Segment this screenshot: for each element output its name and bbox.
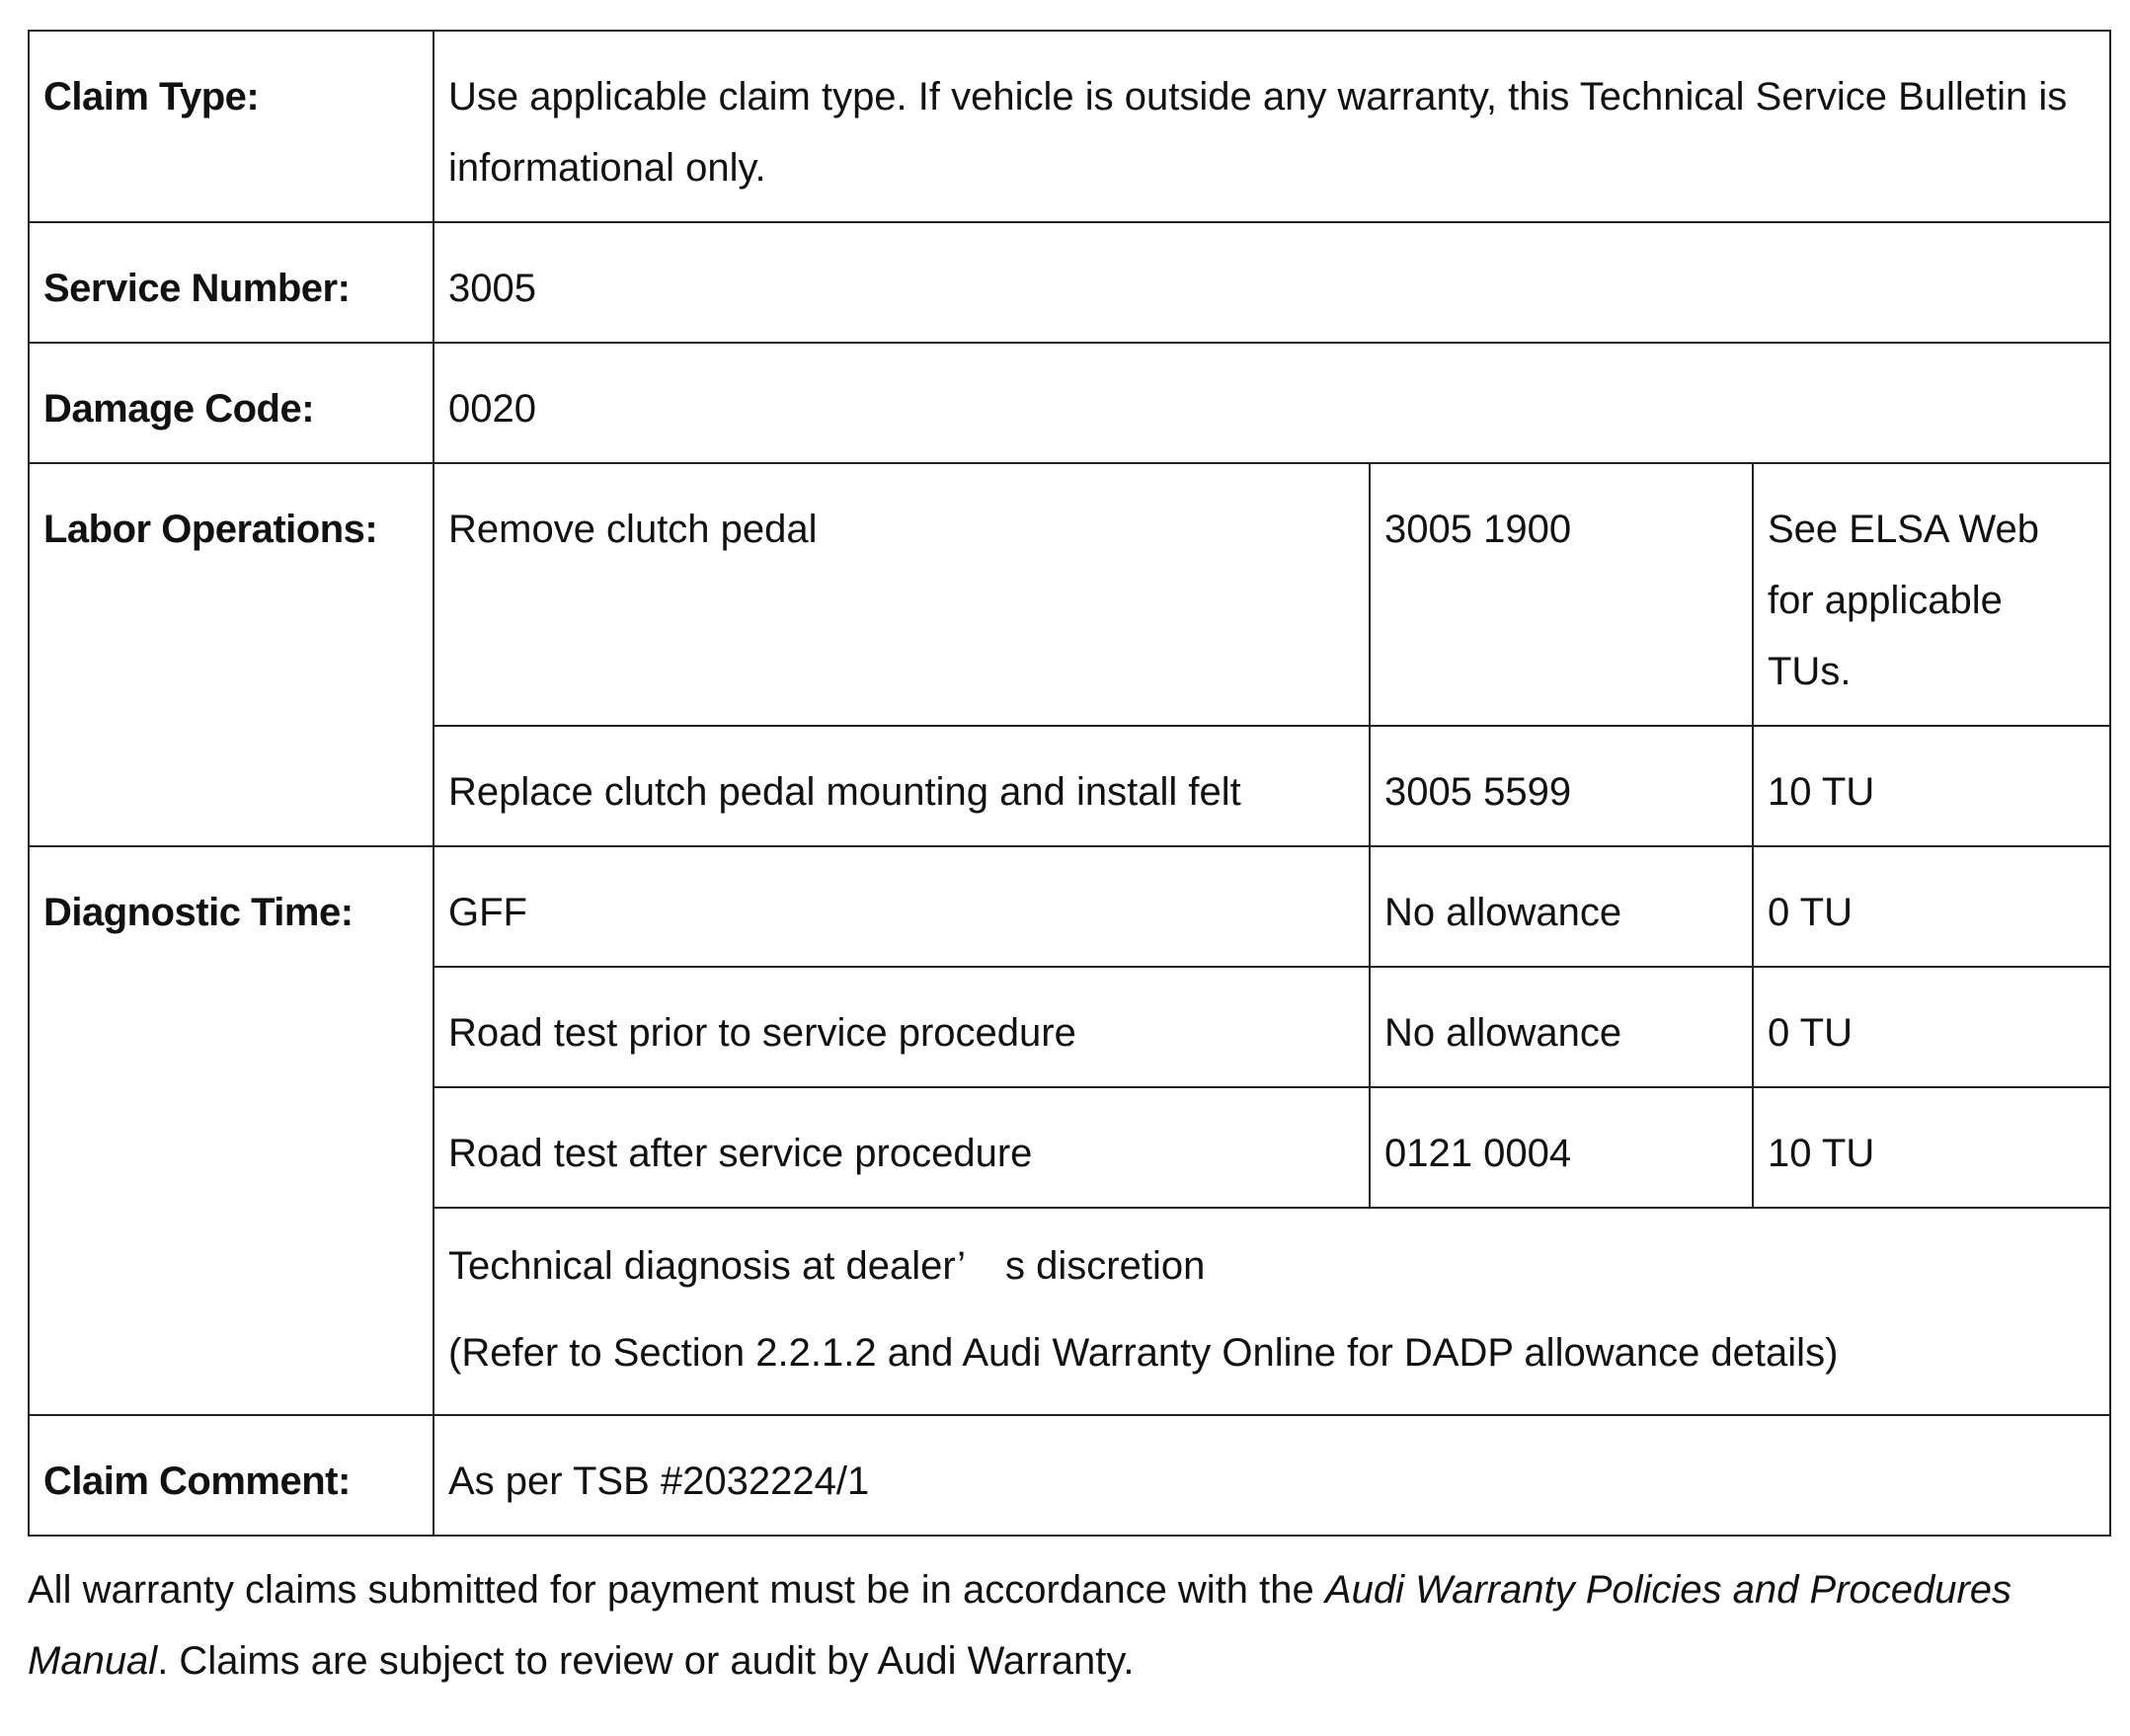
claim-type-value: Use applicable claim type. If vehicle is outside any warranty, this Technical Service Bulletin is informational only. xyxy=(434,31,2110,222)
labor-operation-time: 10 TU xyxy=(1753,726,2110,846)
diagnostic-description: Road test after service procedure xyxy=(434,1087,1370,1208)
diagnostic-note-line-2: (Refer to Section 2.2.1.2 and Audi Warranty Online for DADP allowance details) xyxy=(448,1331,1839,1375)
warranty-document xyxy=(28,30,2109,1736)
labor-operation-row xyxy=(29,463,2110,726)
diagnostic-note-line-1: Technical diagnosis at dealer’ s discretion xyxy=(448,1244,1206,1288)
labor-operation-description: Replace clutch pedal mounting and install felt xyxy=(434,726,1370,846)
diagnostic-note xyxy=(434,1208,2110,1415)
damage-code-label: Damage Code: xyxy=(29,343,434,463)
labor-operation-time: See ELSA Web for applicable TUs. xyxy=(1753,463,2110,726)
diagnostic-time: 10 TU xyxy=(1753,1087,2110,1208)
diagnostic-time: 0 TU xyxy=(1753,846,2110,967)
diagnostic-description: Road test prior to service procedure xyxy=(434,967,1370,1087)
service-number-label: Service Number: xyxy=(29,222,434,343)
diagnostic-time-label: Diagnostic Time: xyxy=(29,846,434,1415)
claim-type-row xyxy=(29,31,2110,222)
footer-text-after: . Claims are subject to review or audit by Audi Warranty. xyxy=(157,1639,1135,1683)
warranty-footer-note xyxy=(28,1554,2109,1697)
labor-operations-label: Labor Operations: xyxy=(29,463,434,846)
footer-text-before: All warranty claims submitted for payment must be in accordance with the xyxy=(28,1568,1325,1612)
labor-operation-code: 3005 5599 xyxy=(1370,726,1753,846)
service-number-row xyxy=(29,222,2110,343)
claim-comment-label: Claim Comment: xyxy=(29,1415,434,1536)
service-number-value: 3005 xyxy=(434,222,2110,343)
diagnostic-code: No allowance xyxy=(1370,846,1753,967)
diagnostic-row xyxy=(29,846,2110,967)
diagnostic-description: GFF xyxy=(434,846,1370,967)
claim-comment-row xyxy=(29,1415,2110,1536)
damage-code-value: 0020 xyxy=(434,343,2110,463)
claim-type-label: Claim Type: xyxy=(29,31,434,222)
diagnostic-time: 0 TU xyxy=(1753,967,2110,1087)
claim-info-table xyxy=(28,30,2111,1537)
labor-operation-description: Remove clutch pedal xyxy=(434,463,1370,726)
labor-operation-code: 3005 1900 xyxy=(1370,463,1753,726)
diagnostic-code: No allowance xyxy=(1370,967,1753,1087)
warranty-manual-title: Audi Warranty Policies and Procedures Manual xyxy=(28,1568,2012,1683)
claim-comment-value: As per TSB #2032224/1 xyxy=(434,1415,2110,1536)
damage-code-row xyxy=(29,343,2110,463)
diagnostic-code: 0121 0004 xyxy=(1370,1087,1753,1208)
